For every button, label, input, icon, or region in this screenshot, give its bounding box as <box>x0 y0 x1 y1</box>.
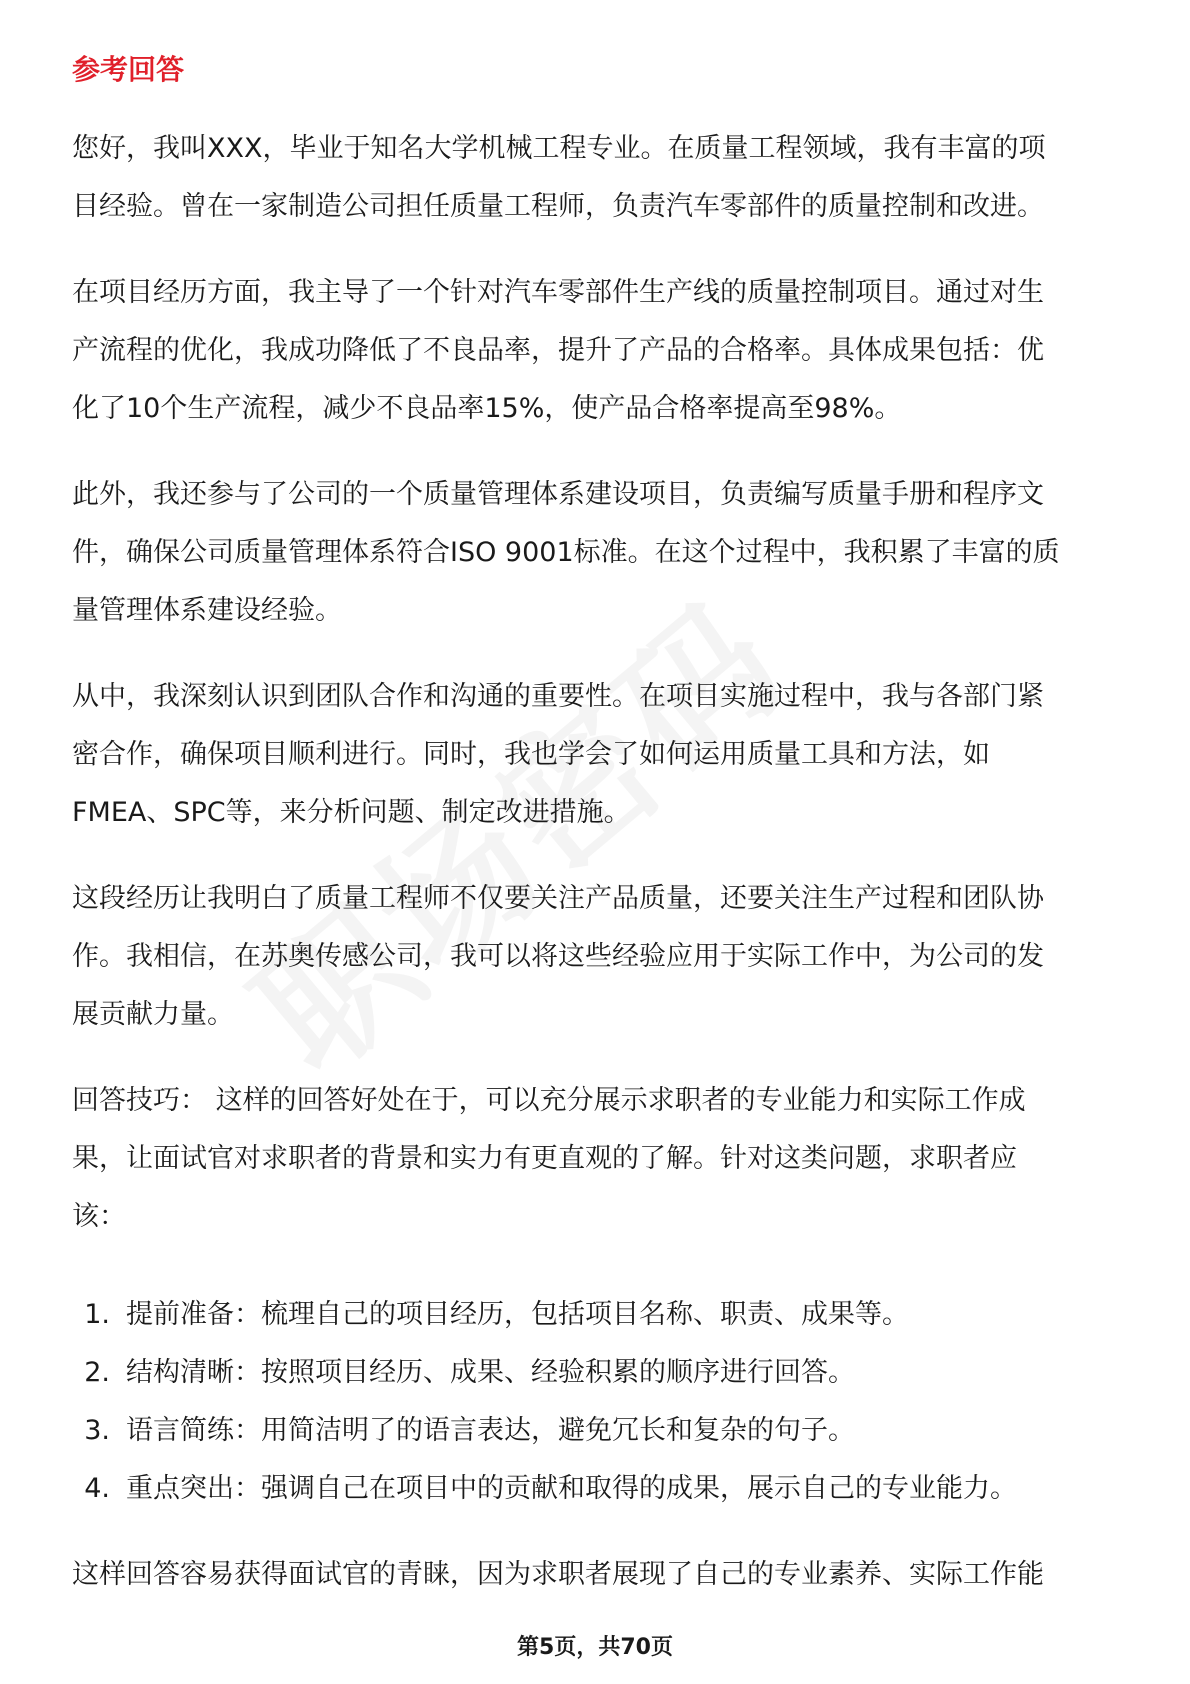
text-line: FMEA、SPC等，来分析问题、制定改进措施。 <box>72 797 631 828</box>
list-item-text: 重点突出：强调自己在项目中的贡献和取得的成果，展示自己的专业能力。 <box>126 1473 1017 1504</box>
list-item <box>72 1460 1122 1518</box>
paragraph-quality-system <box>72 466 1122 640</box>
list-item <box>72 1402 1122 1460</box>
list-item <box>72 1286 1122 1344</box>
text-line: 此外，我还参与了公司的一个质量管理体系建设项目，负责编写质量手册和程序文 <box>72 479 1044 510</box>
text-line: 目经验。曾在一家制造公司担任质量工程师，负责汽车零部件的质量控制和改进。 <box>72 191 1044 222</box>
text-line: 这样回答容易获得面试官的青睐，因为求职者展现了自己的专业素养、实际工作能 <box>72 1559 1044 1590</box>
text-line: 作。我相信，在苏奥传感公司，我可以将这些经验应用于实际工作中，为公司的发 <box>72 941 1044 972</box>
text-line: 这段经历让我明白了质量工程师不仅要关注产品质量，还要关注生产过程和团队协 <box>72 883 1044 914</box>
text-line: 量管理体系建设经验。 <box>72 595 342 626</box>
paragraph-intro <box>72 120 1122 236</box>
text-line: 化了10个生产流程，减少不良品率15%，使产品合格率提高至98%。 <box>72 393 902 424</box>
document-body <box>72 120 1122 1632</box>
list-number: 2. <box>84 1357 110 1388</box>
text-line: 密合作，确保项目顺利进行。同时，我也学会了如何运用质量工具和方法，如 <box>72 739 990 770</box>
list-number: 4. <box>84 1473 110 1504</box>
tips-list <box>72 1274 1122 1518</box>
section-heading: 参考回答 <box>72 53 185 86</box>
list-item-text: 提前准备：梳理自己的项目经历，包括项目名称、职责、成果等。 <box>126 1299 909 1330</box>
text-line: 该： <box>72 1201 126 1232</box>
paragraph-project-experience <box>72 264 1122 438</box>
list-item-text: 结构清晰：按照项目经历、成果、经验积累的顺序进行回答。 <box>126 1357 855 1388</box>
text-line: 件，确保公司质量管理体系符合ISO 9001标准。在这个过程中，我积累了丰富的质 <box>72 537 1060 568</box>
text-line: 产流程的优化，我成功降低了不良品率，提升了产品的合格率。具体成果包括：优 <box>72 335 1044 366</box>
paragraph-closing <box>72 1546 1122 1604</box>
text-line: 您好，我叫XXX，毕业于知名大学机械工程专业。在质量工程领域，我有丰富的项 <box>72 133 1046 164</box>
paragraph-conclusion <box>72 870 1122 1044</box>
text-line: 在项目经历方面，我主导了一个针对汽车零部件生产线的质量控制项目。通过对生 <box>72 277 1044 308</box>
text-line: 从中，我深刻认识到团队合作和沟通的重要性。在项目实施过程中，我与各部门紧 <box>72 681 1044 712</box>
list-number: 1. <box>84 1299 110 1330</box>
text-line: 果，让面试官对求职者的背景和实力有更直观的了解。针对这类问题，求职者应 <box>72 1143 1017 1174</box>
paragraph-teamwork <box>72 668 1122 842</box>
list-number: 3. <box>84 1415 110 1446</box>
list-item <box>72 1344 1122 1402</box>
paragraph-answer-tips <box>72 1072 1122 1246</box>
list-item-text: 语言简练：用简洁明了的语言表达，避免冗长和复杂的句子。 <box>126 1415 855 1446</box>
text-line: 展贡献力量。 <box>72 999 234 1030</box>
page-number: 第5页，共70页 <box>517 1635 673 1660</box>
text-line: 回答技巧： 这样的回答好处在于，可以充分展示求职者的专业能力和实际工作成 <box>72 1085 1026 1116</box>
